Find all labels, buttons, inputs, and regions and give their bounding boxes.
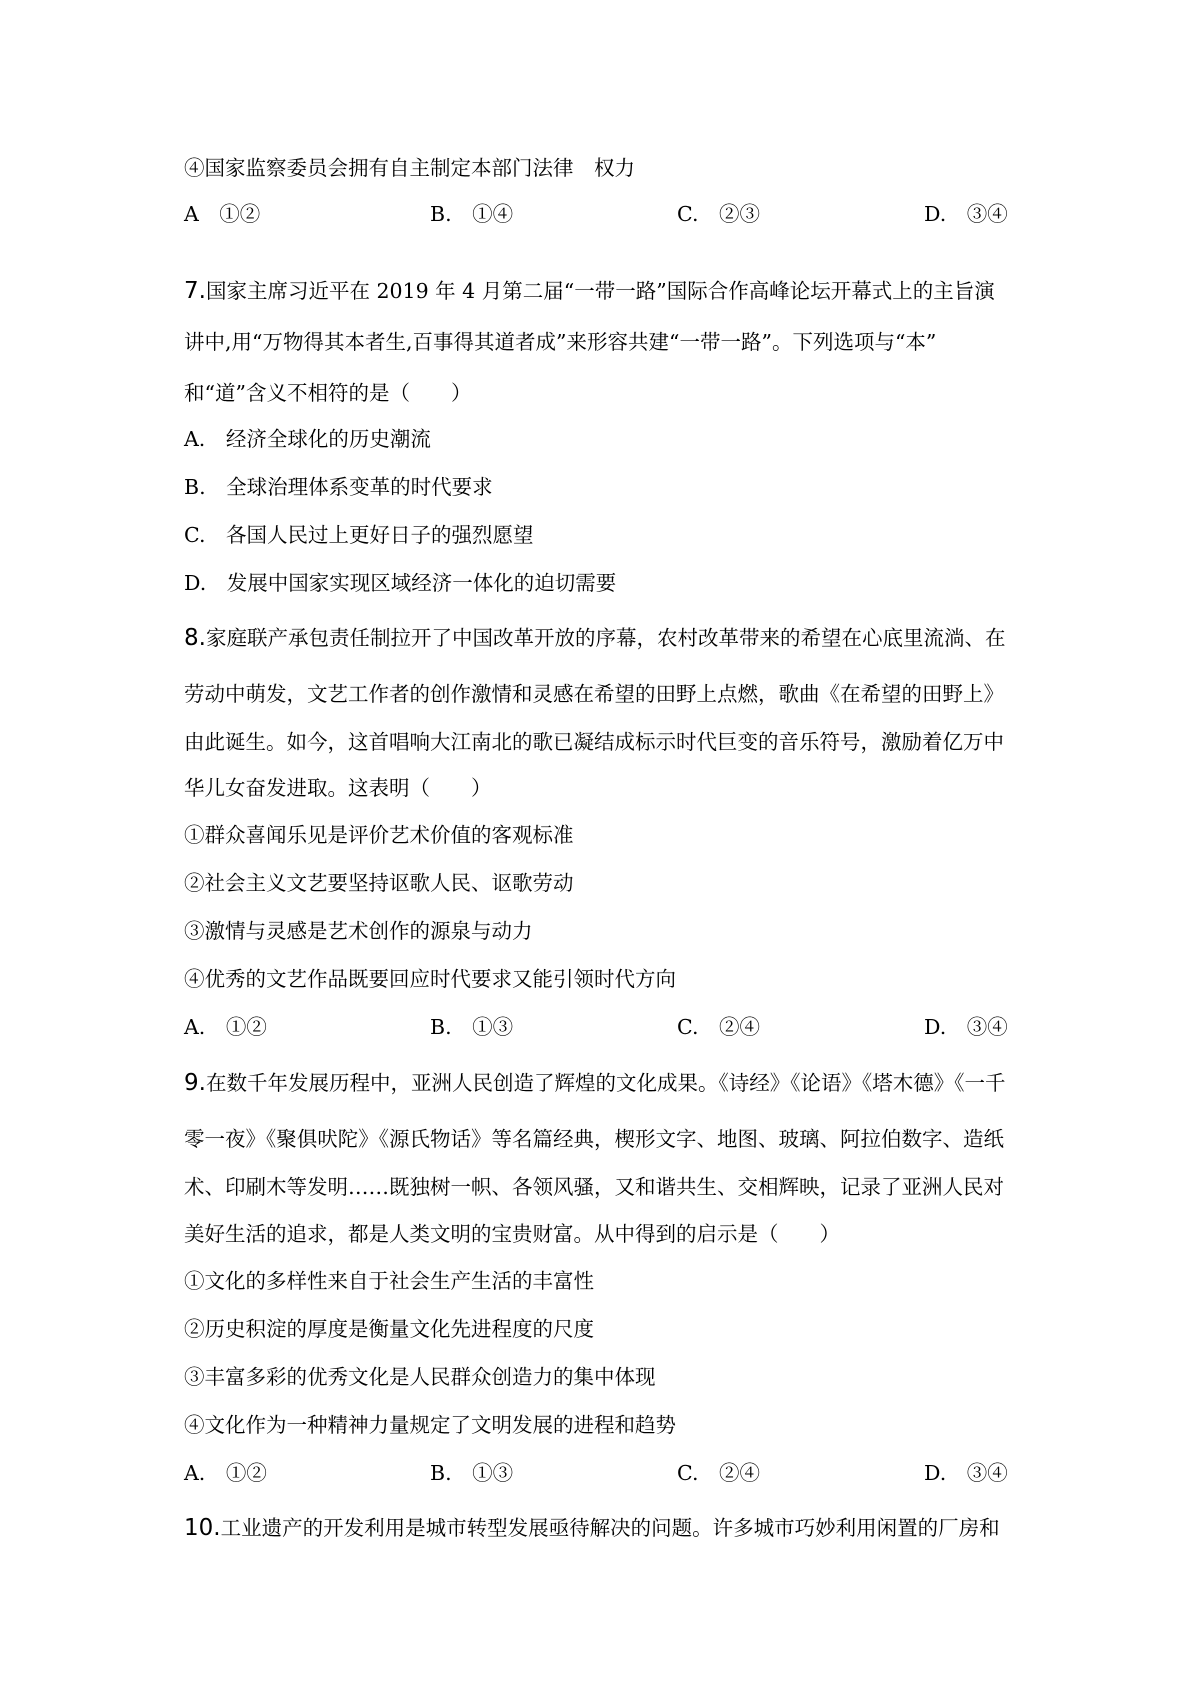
q6-statement-4: ④国家监察委员会拥有自主制定本部门法律 权力 xyxy=(184,156,635,180)
q6-option-a: A ①② xyxy=(184,202,261,226)
q9-statement-2: ②历史积淀的厚度是衡量文化先进程度的尺度 xyxy=(184,1317,594,1341)
q8-stem-line-4: 华儿女奋发进取。这表明（ ） xyxy=(184,776,492,800)
q8-statement-1: ①群众喜闻乐见是评价艺术价值的客观标准 xyxy=(184,823,574,847)
q7-stem-line-2: 讲中,用“万物得其本者生,百事得其道者成”来形容共建“一带一路”。下列选项与“本” xyxy=(184,330,937,354)
q7-choice-d: D. 发展中国家实现区域经济一体化的迫切需要 xyxy=(184,571,617,595)
q9-stem-line-3: 术、印刷木等发明……既独树一帜、各领风骚，又和谐共生、交相辉映，记录了亚洲人民对 xyxy=(184,1175,1004,1199)
q8-option-b: B. ①③ xyxy=(430,1015,514,1039)
q8-option-a: A. ①② xyxy=(184,1015,267,1039)
q8-statement-3: ③激情与灵感是艺术创作的源泉与动力 xyxy=(184,919,533,943)
q10-number: 10. xyxy=(184,1515,221,1541)
q8-number: 8. xyxy=(184,625,206,651)
q9-option-b: B. ①③ xyxy=(430,1461,514,1485)
q6-option-d: D. ③④ xyxy=(924,202,1008,226)
q8-stem-line-1: 8.家庭联产承包责任制拉开了中国改革开放的序幕，农村改革带来的希望在心底里流淌、在 xyxy=(184,625,1006,651)
q8-statement-4: ④优秀的文艺作品既要回应时代要求又能引领时代方向 xyxy=(184,967,676,991)
q9-option-a: A. ①② xyxy=(184,1461,267,1485)
q9-option-d: D. ③④ xyxy=(924,1461,1008,1485)
q6-option-b: B. ①④ xyxy=(430,202,514,226)
q9-number: 9. xyxy=(184,1070,206,1096)
q7-stem-line-1: 7.国家主席习近平在 2019 年 4 月第二届“一带一路”国际合作高峰论坛开幕式上的主旨演 xyxy=(184,278,995,304)
q9-statement-3: ③丰富多彩的优秀文化是人民群众创造力的集中体现 xyxy=(184,1365,656,1389)
q8-option-c: C. ②④ xyxy=(677,1015,760,1039)
q9-stem-line-2: 零一夜》《聚俱吠陀》《源氏物话》等名篇经典，楔形文字、地图、玻璃、阿拉伯数字、造纸 xyxy=(184,1127,1004,1151)
q9-option-c: C. ②④ xyxy=(677,1461,760,1485)
q7-stem-line-3: 和“道”含义不相符的是（ ） xyxy=(184,381,472,405)
q6-option-c: C. ②③ xyxy=(677,202,760,226)
q8-stem-line-2: 劳动中萌发，文艺工作者的创作激情和灵感在希望的田野上点燃，歌曲《在希望的田野上》 xyxy=(184,682,1004,706)
q9-stem-line-4: 美好生活的追求，都是人类文明的宝贵财富。从中得到的启示是（ ） xyxy=(184,1222,840,1246)
q7-choice-a: A. 经济全球化的历史潮流 xyxy=(184,427,431,451)
q10-stem-line-1: 10.工业遗产的开发利用是城市转型发展亟待解决的问题。许多城市巧妙利用闲置的厂房和 xyxy=(184,1515,1000,1541)
q7-choice-c: C. 各国人民过上更好日子的强烈愿望 xyxy=(184,523,534,547)
q7-number: 7. xyxy=(184,278,206,304)
q9-statement-1: ①文化的多样性来自于社会生产生活的丰富性 xyxy=(184,1269,594,1293)
q9-statement-4: ④文化作为一种精神力量规定了文明发展的进程和趋势 xyxy=(184,1413,676,1437)
q8-statement-2: ②社会主义文艺要坚持讴歌人民、讴歌劳动 xyxy=(184,871,574,895)
q8-option-d: D. ③④ xyxy=(924,1015,1008,1039)
q9-stem-line-1: 9.在数千年发展历程中，亚洲人民创造了辉煌的文化成果。《诗经》《论语》《塔木德》《一千 xyxy=(184,1070,1006,1096)
q7-choice-b: B. 全球治理体系变革的时代要求 xyxy=(184,475,493,499)
q8-stem-line-3: 由此诞生。如今，这首唱响大江南北的歌已凝结成标示时代巨变的音乐符号，激励着亿万中 xyxy=(184,730,1004,754)
